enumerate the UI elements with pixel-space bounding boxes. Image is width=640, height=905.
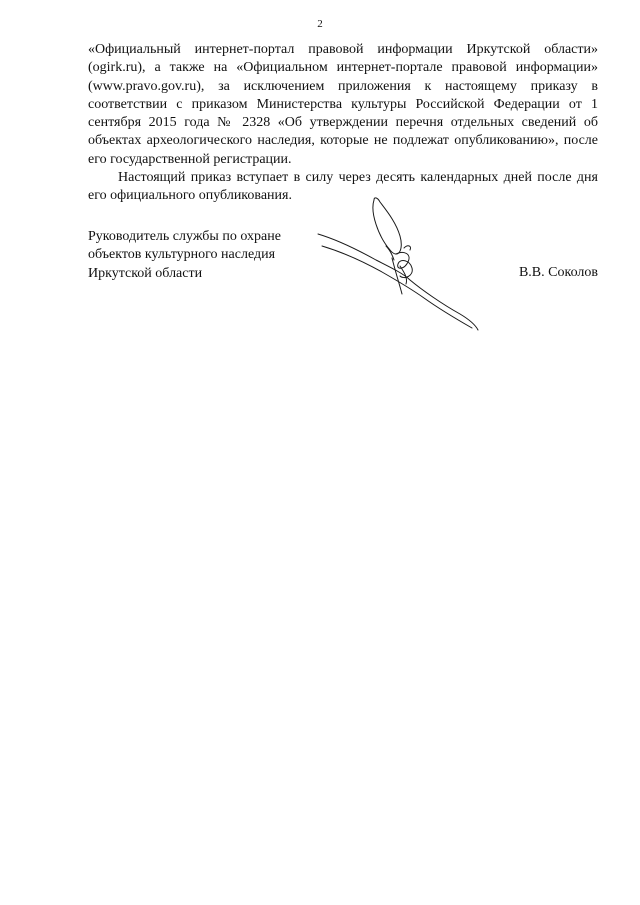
paragraph-publication: «Официальный интернет-портал правовой информации Иркутской области» (ogirk.ru), а также на «Официальном интернет-портале правовой информации» (www.pravo.gov.ru), за исключением приложения к настоящему приказу в соответствии с приказом Министерства культуры Российской Федерации от 1 сентября 2015 года № 2328 «Об утверждении перечня отдельных сведений об объектах археологического наследия, которые не подлежат опубликованию», после его государственной регистрации. xyxy=(88,42,598,167)
position-line-2: объектов культурного наследия xyxy=(88,247,276,263)
paragraph-effective-date: Настоящий приказ вступает в силу через десять календарных дней после дня его официального опубликования. xyxy=(88,170,598,204)
handwritten-signature xyxy=(312,188,492,338)
signer-name: В.В. Соколов xyxy=(518,265,598,280)
signatory-position xyxy=(88,228,308,283)
page-number: 2 xyxy=(317,18,323,30)
document-body xyxy=(88,41,598,206)
position-line-1: Руководитель службы по охране xyxy=(88,229,281,244)
position-line-3: Иркутской области xyxy=(88,265,203,281)
